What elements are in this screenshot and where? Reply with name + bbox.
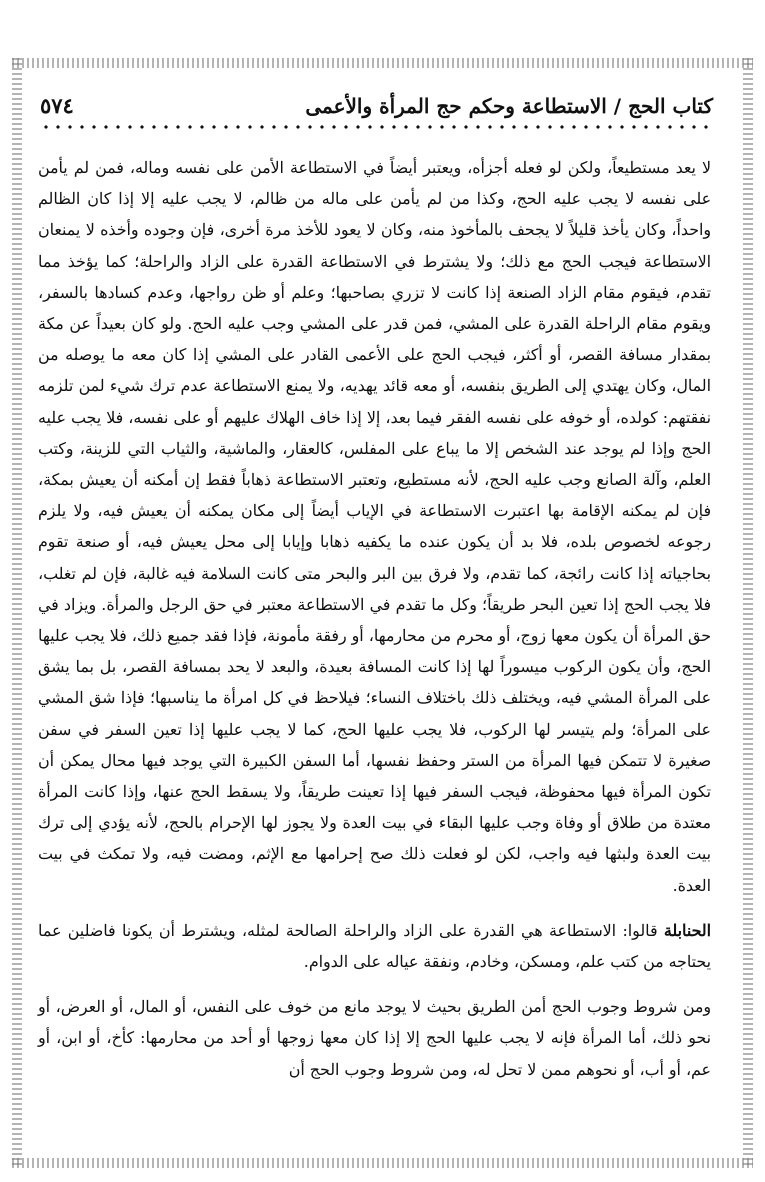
right-ornamental-border <box>743 58 753 1168</box>
paragraph-3-text: ومن شروط وجوب الحج أمن الطريق بحيث لا يوجد مانع من خوف على النفس، أو المال، أو العرض، أو نحو ذلك، أما المرأة فإنه لا يجب عليها الحج إلا إذا كان معها زوجها أو أحد من محارمها: كأخ، أو ابن، أو عم، أو أب، أو نحوهم ممن لا تحل له، ومن شروط وجوب الحج أن <box>38 997 711 1079</box>
page-header <box>40 84 713 118</box>
page-body <box>38 152 711 1085</box>
top-ornamental-border <box>12 58 753 68</box>
paragraph-2 <box>38 915 711 977</box>
hanbali-lead-term: الحنابلة <box>663 920 711 940</box>
paragraph-2-text: قالوا: الاستطاعة هي القدرة على الزاد والراحلة الصالحة لمثله، ويشترط أن يكونا فاضلين عما يحتاجه من كتب علم، ومسكن، وخادم، ونفقة عياله على الدوام. <box>38 920 711 972</box>
paragraph-3 <box>38 991 711 1085</box>
dotted-rule-divider <box>40 124 713 130</box>
left-ornamental-border <box>12 58 22 1168</box>
page-number: ٥٧٤ <box>40 93 74 118</box>
paragraph-1 <box>38 152 711 901</box>
bottom-ornamental-border <box>12 1158 753 1168</box>
paragraph-1-text: لا يعد مستطيعاً، ولكن لو فعله أجزأه، ويعتبر أيضاً في الاستطاعة الأمن على نفسه وماله، فمن لم يأمن على نفسه لا يجب عليه الحج، وكذا من لم يأمن على ماله من ظالم، لا يجب عليه إلا إذا كان الظالم واحداً، وكان يأخذ قليلاً لا يجحف بالمأخوذ منه، وكان لا يعود للأخذ مرة أخرى، فإن وجوده وأخذه لا يمنعان الاستطاعة فيجب الحج مع ذلك؛ ولا يشترط في الاستطاعة القدرة على الزاد والراحلة؛ كما يؤخذ مما تقدم، فيقوم مقام الزاد الصنعة إذا كانت لا تزري بصاحبها؛ وعلم أو ظن رواجها، وعدم كسادها بالسفر، ويقوم مقام الراحلة القدرة على المشي، فمن قدر على المشي وجب عليه الحج. ولو كان بعيداً عن مكة بمقدار مسافة القصر، أو أكثر، فيجب الحج على الأعمى القادر على المشي إذا كان معه ما يوصله من المال، وكان يهتدي إلى الطريق بنفسه، أو معه قائد يهديه، ولا يمنع الاستطاعة عدم ترك شيء لمن تلزمه نفقتهم: كولده، أو خوفه على نفسه الفقر فيما بعد، إلا إذا خاف الهلاك عليهم أو على نفسه، فلا يجب عليه الحج وإذا لم يوجد عند الشخص إلا ما يباع على المفلس، كالعقار، والماشية، والثياب التي للزينة، وكتب العلم، وآلة الصانع وجب عليه الحج، لأنه مستطيع، وتعتبر الاستطاعة ذهاباً فقط إن أمكنه أن يعيش بمكة، فإن لم يمكنه الإقامة بها اعتبرت الاستطاعة في الإياب أيضاً إلى مكان يمكنه أن يعيش فيه، ولا يلزم رجوعه لخصوص بلده، فلا بد أن يكون عنده ما يكفيه ذهابا وإيابا إلى محل يعيش فيه، أو صنعة تقوم بحاجياته إذا كانت رائجة، كما تقدم، ولا فرق بين البر والبحر متى كانت السلامة فيه غالبة، فإن لم تغلب، فلا يجب الحج إذا تعين البحر طريقاً؛ وكل ما تقدم في الاستطاعة معتبر في حق الرجل والمرأة. ويزاد في حق المرأة أن يكون معها زوج، أو محرم من محارمها، أو رفقة مأمونة، فإذا فقد جميع ذلك، فلا يجب عليها الحج، وأن يكون الركوب ميسوراً لها إذا كانت المسافة بعيدة، والبعد لا يحد بمسافة القصر، بل بما يشق على المرأة المشي فيه، ويختلف ذلك باختلاف النساء؛ فيلاحظ في كل امرأة ما يناسبها؛ فإذا شق المشي على المرأة؛ ولم يتيسر لها الركوب، فلا يجب عليها الحج، كما لا يجب عليها إذا تعين السفر في سفن صغيرة لا تتمكن فيها المرأة من الستر وحفظ نفسها، أما السفن الكبيرة التي يوجد فيها محال يمكن أن تكون المرأة فيها محفوظة، فيجب السفر فيها إذا تعينت طريقاً، ولا يسقط الحج عنها، وإذا كانت المرأة معتدة من طلاق أو وفاة وجب عليها البقاء في بيت العدة ولا يجوز لها الإحرام بالحج، لأنه يؤدي إلى ترك بيت العدة ولبثها فيه واجب، لكن لو فعلت ذلك صح إحرامها مع الإثم، ومضت فيه، ولا تمكث في بيت العدة. <box>38 158 712 895</box>
running-title: كتاب الحج / الاستطاعة وحكم حج المرأة والأعمى <box>305 94 713 118</box>
